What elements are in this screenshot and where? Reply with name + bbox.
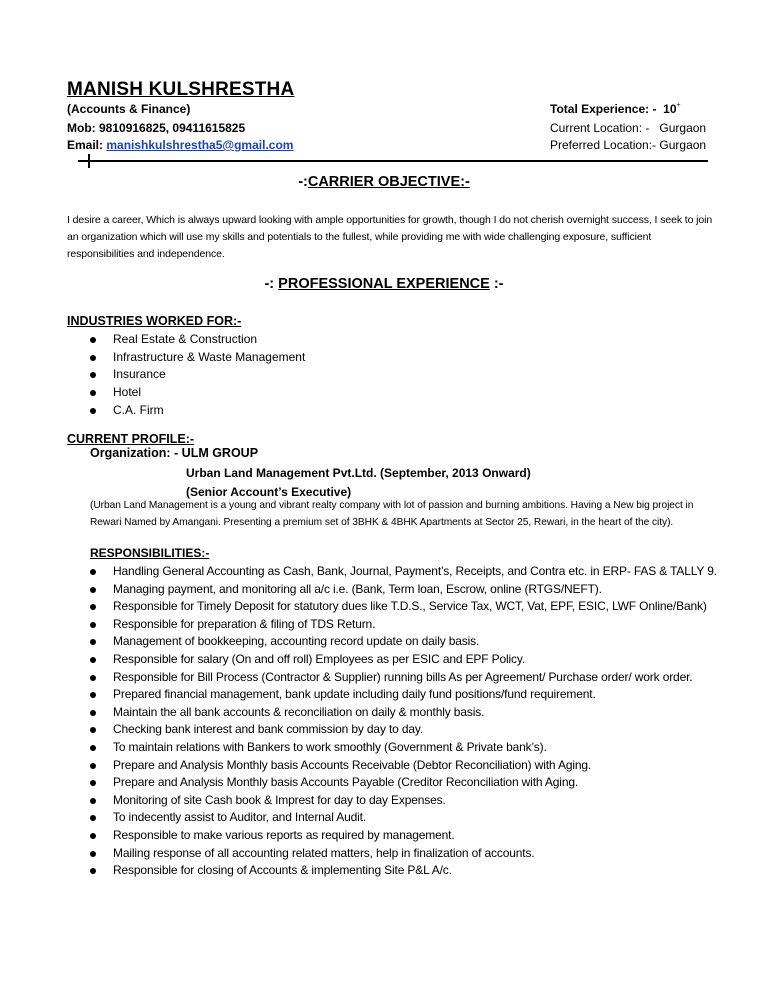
bullet-icon — [90, 657, 96, 663]
industry-item — [88, 349, 305, 367]
industry-item — [88, 331, 305, 349]
responsibility-text: Handling General Accounting as Cash, Bank, Journal, Payment’s, Receipts, and Contra etc. in ERP- FAS & TALLY 9. — [113, 564, 717, 578]
experience-value: 10 — [663, 102, 677, 116]
department: (Accounts & Finance) — [67, 102, 191, 116]
responsibility-text: Responsible for salary (On and off roll) Employees as per ESIC and EPF Policy. — [113, 651, 526, 666]
objective-title-prefix: -: — [298, 174, 308, 190]
industry-item — [88, 402, 305, 420]
responsibilities-list — [88, 563, 718, 880]
objective-title-text: CARRIER OBJECTIVE:- — [307, 174, 470, 190]
industry-text: Infrastructure & Waste Management — [113, 349, 306, 364]
responsibility-text: Prepared financial management, bank update including daily fund positions/fund requirement. — [113, 687, 596, 702]
responsibility-text: Responsible for closing of Accounts & implementing Site P&L A/c. — [113, 863, 452, 878]
responsibility-item — [88, 721, 718, 739]
experience-label: Total Experience: - — [550, 102, 657, 116]
email-label: Email: — [67, 138, 104, 152]
industry-item — [88, 366, 305, 384]
company-name: Urban Land Management Pvt.Ltd. (September, 2013 Onward) — [186, 466, 531, 480]
bullet-icon — [90, 692, 96, 698]
industries-list — [88, 331, 305, 419]
bullet-icon — [90, 408, 96, 414]
industry-item — [88, 384, 305, 402]
current-location-label: Current Location: - — [550, 121, 650, 135]
bullet-icon — [90, 569, 96, 575]
bullet-icon — [90, 587, 96, 593]
bullet-icon — [90, 780, 96, 786]
bullet-icon — [90, 372, 96, 378]
responsibility-item — [88, 651, 718, 669]
bullet-icon — [90, 675, 96, 681]
responsibility-item — [88, 704, 718, 722]
responsibility-item — [88, 686, 718, 704]
bullet-icon — [90, 798, 96, 804]
bullet-icon — [90, 710, 96, 716]
responsibility-text: Maintain the all bank accounts & reconciliation on daily & monthly basis. — [113, 704, 485, 719]
industry-text: Real Estate & Construction — [113, 332, 258, 346]
responsibility-item — [88, 669, 718, 687]
current-location — [550, 121, 706, 135]
bullet-icon — [90, 868, 96, 874]
experience-plus: + — [676, 102, 681, 109]
responsibility-text: Prepare and Analysis Monthly basis Accounts Payable (Creditor Reconciliation with Aging. — [113, 775, 579, 790]
responsibility-text: Responsible for Bill Process (Contractor & Supplier) running bills As per Agreement/ Purchase order/ work order. — [113, 669, 693, 684]
mobile-line — [67, 121, 245, 135]
responsibility-text: Prepare and Analysis Monthly basis Accounts Receivable (Debtor Reconciliation) with Aging. — [113, 757, 592, 772]
email-link[interactable]: manishkulshrestha5@gmail.com — [106, 138, 294, 152]
industry-text: Hotel — [113, 385, 142, 400]
responsibility-text: Checking bank interest and bank commission by day to day. — [113, 722, 424, 737]
responsibility-item — [88, 809, 718, 827]
preferred-location — [550, 138, 706, 152]
candidate-name: MANISH KULSHRESTHA — [67, 79, 295, 100]
responsibility-item — [88, 827, 718, 845]
responsibility-item — [88, 563, 718, 581]
responsibility-item — [88, 862, 718, 880]
bullet-icon — [90, 851, 96, 857]
responsibility-text: To maintain relations with Bankers to work smoothly (Government & Private bank’s). — [113, 739, 547, 754]
preferred-location-value: Gurgaon — [659, 138, 707, 152]
industry-text: Insurance — [113, 367, 166, 382]
experience-title — [0, 276, 768, 292]
responsibility-item — [88, 633, 718, 651]
responsibility-text: Management of bookkeeping, accounting record update on daily basis. — [113, 634, 480, 649]
preferred-location-label: Preferred Location:- — [550, 138, 657, 152]
header-divider — [78, 160, 708, 162]
responsibility-text: Monitoring of site Cash book & Imprest for day to day Expenses. — [113, 792, 446, 807]
bullet-icon — [90, 639, 96, 645]
responsibility-item — [88, 598, 718, 616]
objective-text: I desire a career, Which is always upward looking with ample opportunities for growth, though I do not cherish overnight success, I seek to join an organization which will use my skills and potentials to the fullest, while providing me with wide challenging exposure, sufficient responsibilities and independence. — [67, 214, 713, 260]
company-description: (Urban Land Management is a young and vibrant realty company with lot of passion and burning ambitions. Having a New big project in Rewari Named by Amangani. Presenting a premium set of 3BHK & 4BHK Apartments at Sector 25, Rewari, in the heart of the city). — [90, 500, 694, 528]
experience-title-text: PROFESSIONAL EXPERIENCE — [278, 276, 490, 292]
responsibility-item — [88, 792, 718, 810]
responsibility-item — [88, 616, 718, 634]
mobile-numbers: 9810916825, 09411615825 — [99, 121, 246, 135]
bullet-icon — [90, 390, 96, 396]
responsibility-text: Responsible for Timely Deposit for statutory dues like T.D.S., Service Tax, WCT, Vat, EPF, ESIC, LWF Online/Bank) — [113, 599, 707, 614]
experience-title-suffix: :- — [493, 276, 504, 292]
bullet-icon — [90, 763, 96, 769]
responsibility-item — [88, 581, 718, 599]
responsibility-text: Managing payment, and monitoring all a/c i.e. (Bank, Term loan, Escrow, online (RTGS/NEFT). — [113, 581, 602, 596]
responsibility-text: Mailing response of all accounting related matters, help in finalization of accounts. — [113, 845, 535, 860]
divider-tick — [88, 154, 90, 168]
bullet-icon — [90, 727, 96, 733]
current-location-value: Gurgaon — [659, 121, 707, 135]
industries-heading: INDUSTRIES WORKED FOR:- — [67, 314, 242, 328]
bullet-icon — [90, 604, 96, 610]
experience-title-prefix: -: — [264, 276, 275, 292]
designation: (Senior Account’s Executive) — [186, 485, 352, 499]
industry-text: C.A. Firm — [113, 402, 164, 417]
objective-title — [0, 174, 768, 190]
responsibility-item — [88, 774, 718, 792]
responsibility-text: To indecently assist to Auditor, and Internal Audit. — [113, 810, 367, 825]
total-experience — [550, 102, 681, 116]
responsibility-item — [88, 757, 718, 775]
email-line — [67, 138, 293, 152]
responsibility-text: Responsible for preparation & filing of TDS Return. — [113, 616, 376, 631]
bullet-icon — [90, 337, 96, 343]
mobile-label: Mob: — [67, 121, 96, 135]
bullet-icon — [90, 745, 96, 751]
bullet-icon — [90, 622, 96, 628]
responsibilities-heading: RESPONSIBILITIES:- — [90, 546, 210, 560]
responsibility-item — [88, 845, 718, 863]
bullet-icon — [90, 815, 96, 821]
responsibility-item — [88, 739, 718, 757]
current-profile-heading: CURRENT PROFILE:- — [67, 432, 195, 446]
bullet-icon — [90, 355, 96, 361]
organization: Organization: - ULM GROUP — [90, 446, 259, 460]
bullet-icon — [90, 833, 96, 839]
responsibility-text: Responsible to make various reports as required by management. — [113, 827, 455, 842]
